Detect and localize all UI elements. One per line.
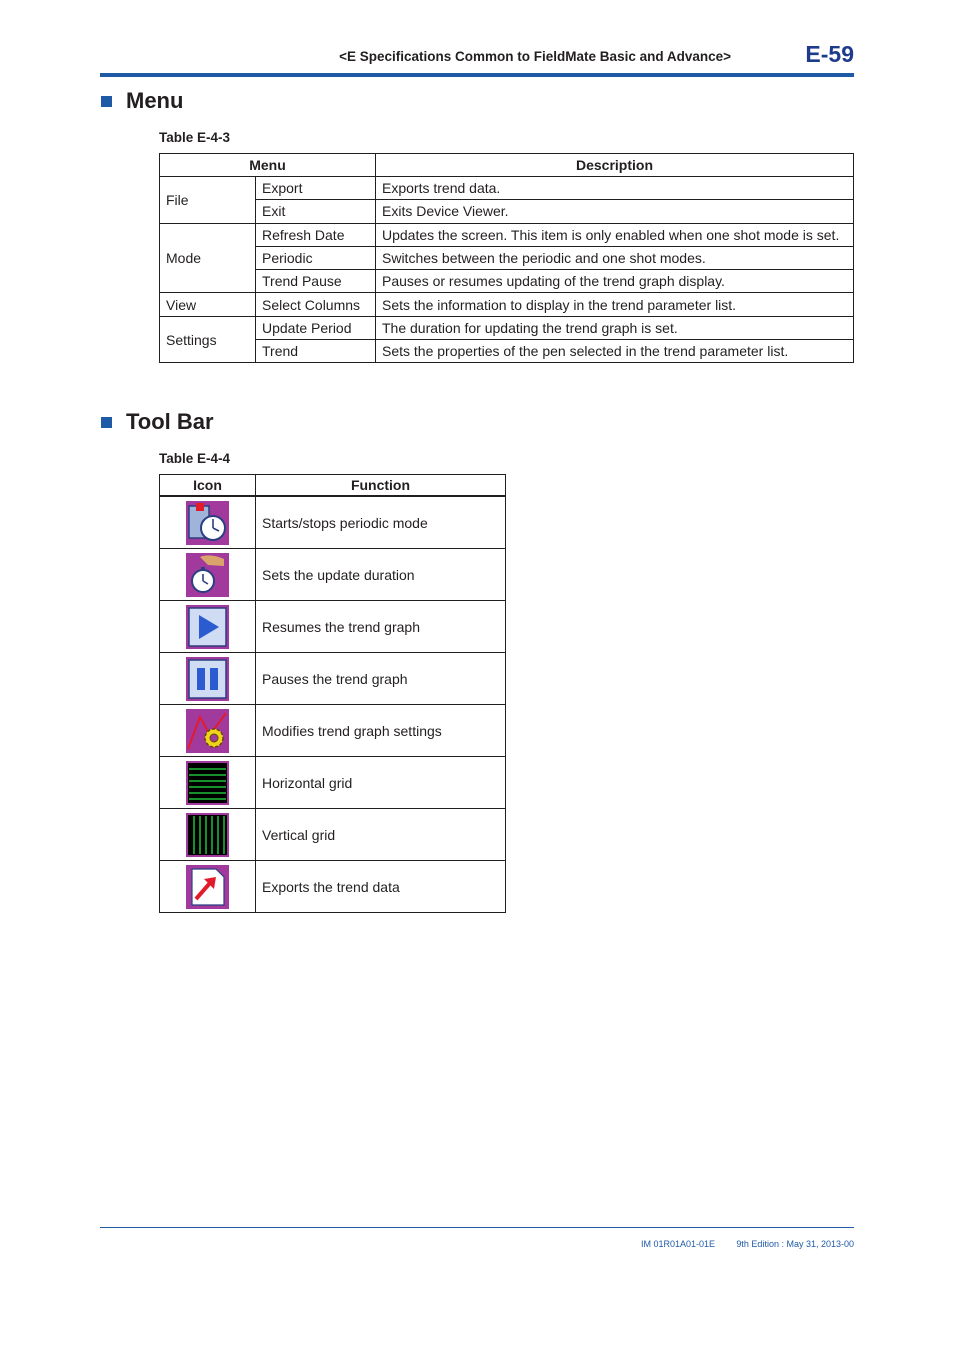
menu-item-description: Sets the information to display in the trend parameter list.	[376, 293, 854, 316]
trend-settings-gear-icon	[186, 709, 229, 753]
periodic-mode-clock-icon	[186, 501, 229, 545]
toolbar-section-heading	[101, 409, 214, 435]
footer-rule	[100, 1227, 854, 1228]
function-text: Resumes the trend graph	[256, 601, 506, 653]
icon-column-header: Icon	[160, 475, 256, 497]
menu-item-label: Trend	[256, 340, 376, 363]
page-number: E-59	[805, 41, 854, 67]
table-row	[160, 601, 506, 653]
bullet-square-icon	[101, 417, 112, 428]
menu-item-label: Refresh Date	[256, 223, 376, 246]
menu-heading-text: Menu	[126, 88, 184, 113]
table-row	[160, 340, 854, 363]
menu-item-label: Trend Pause	[256, 270, 376, 293]
menu-group-view: View	[160, 293, 256, 316]
menu-group-mode: Mode	[160, 223, 256, 293]
table-row	[160, 705, 506, 757]
menu-item-description: Pauses or resumes updating of the trend graph display.	[376, 270, 854, 293]
toolbar-heading-text: Tool Bar	[126, 409, 214, 434]
toolbar-table-caption: Table E-4-4	[159, 451, 231, 466]
table-row	[160, 316, 854, 339]
menu-item-label: Export	[256, 177, 376, 200]
play-icon	[186, 605, 229, 649]
function-text: Sets the update duration	[256, 549, 506, 601]
menu-group-settings: Settings	[160, 316, 256, 363]
function-text: Exports the trend data	[256, 861, 506, 913]
menu-group-file: File	[160, 177, 256, 224]
table-row	[160, 496, 506, 549]
table-row	[160, 293, 854, 316]
menu-item-description: Updates the screen. This item is only enabled when one shot mode is set.	[376, 223, 854, 246]
table-row	[160, 809, 506, 861]
update-duration-stopwatch-icon	[186, 553, 229, 597]
menu-item-description: Sets the properties of the pen selected in the trend parameter list.	[376, 340, 854, 363]
menu-item-description: Switches between the periodic and one shot modes.	[376, 246, 854, 269]
description-column-header: Description	[376, 154, 854, 177]
table-row	[160, 270, 854, 293]
edition-info: 9th Edition : May 31, 2013-00	[736, 1239, 854, 1249]
toolbar-table	[159, 474, 506, 913]
menu-table	[159, 153, 854, 363]
table-row	[160, 757, 506, 809]
menu-item-label: Periodic	[256, 246, 376, 269]
table-row	[160, 223, 854, 246]
table-row	[160, 246, 854, 269]
function-column-header: Function	[256, 475, 506, 497]
vertical-grid-icon	[186, 813, 229, 857]
export-arrow-icon	[186, 865, 229, 909]
document-id: IM 01R01A01-01E	[641, 1239, 716, 1249]
menu-item-description: Exits Device Viewer.	[376, 200, 854, 223]
table-row	[160, 861, 506, 913]
menu-section-heading	[101, 88, 183, 114]
menu-item-description: Exports trend data.	[376, 177, 854, 200]
menu-item-label: Select Columns	[256, 293, 376, 316]
running-header: <E Specifications Common to FieldMate Basic and Advance>	[339, 49, 731, 64]
menu-item-description: The duration for updating the trend graph is set.	[376, 316, 854, 339]
function-text: Modifies trend graph settings	[256, 705, 506, 757]
bullet-square-icon	[101, 96, 112, 107]
menu-table-caption: Table E-4-3	[159, 130, 231, 145]
header-rule	[100, 73, 854, 77]
menu-item-label: Update Period	[256, 316, 376, 339]
menu-column-header: Menu	[160, 154, 376, 177]
table-row	[160, 200, 854, 223]
function-text: Starts/stops periodic mode	[256, 496, 506, 549]
table-row	[160, 653, 506, 705]
pause-icon	[186, 657, 229, 701]
menu-item-label: Exit	[256, 200, 376, 223]
table-row	[160, 549, 506, 601]
table-row	[160, 177, 854, 200]
function-text: Vertical grid	[256, 809, 506, 861]
function-text: Horizontal grid	[256, 757, 506, 809]
horizontal-grid-icon	[186, 761, 229, 805]
function-text: Pauses the trend graph	[256, 653, 506, 705]
